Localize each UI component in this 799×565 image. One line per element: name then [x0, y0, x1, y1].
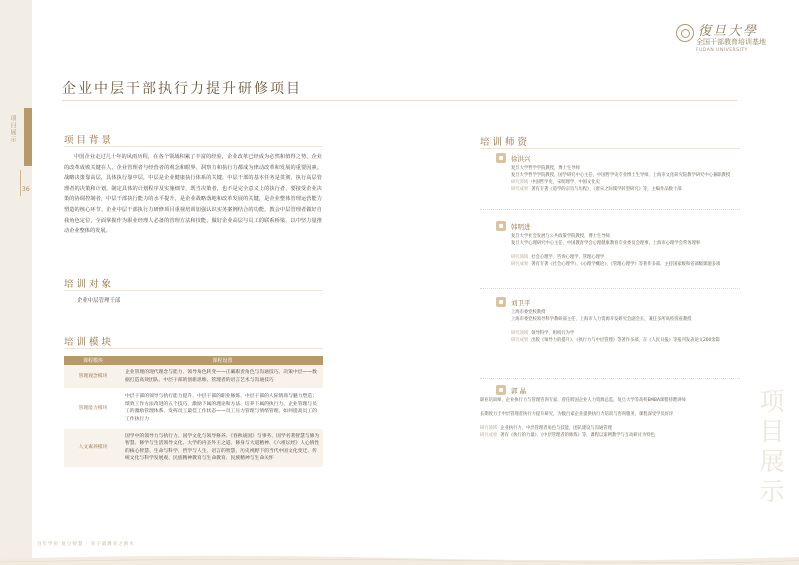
- emblem-icon: [676, 24, 694, 42]
- header-course: 课程设置: [122, 356, 323, 365]
- background-divider: [64, 146, 323, 147]
- modules-heading: 培训模块: [64, 337, 115, 348]
- table-row: [64, 389, 323, 428]
- teacher-field: 研究领域 企业执行力、中层管理者角色与技能、团队建设与沟通管理: [480, 426, 612, 431]
- modules-divider: [64, 348, 323, 349]
- teacher-entry: [480, 386, 740, 466]
- teacher-achievements: 研究成果 著有专著《社会心理学》、《心理学概论》、《管理心理学》等著作多部，主持国家级和省部级课题多项: [511, 262, 721, 267]
- teachers-heading: 培训师资: [480, 137, 531, 148]
- university-logo: [676, 20, 786, 62]
- teacher-title: 复旦大学哲学学院教授，博士生导师: [511, 166, 580, 171]
- teacher-name: 徐洪兴: [511, 155, 531, 163]
- sidebar-tab-marker: [24, 108, 32, 166]
- logo-subtitle: 全国干部教育培训基地: [696, 38, 766, 46]
- teacher-entry: [480, 222, 740, 282]
- background-body: 中国企业走过几十年的风雨历程，在各个领域积累了丰富的经验，企业改革已经成为必然和值得之势。企业的改革成败关键在人，企业管理者与经营者的观念和眼界、洞察力和执行力都成为律动改革和发展的重要因素。战略决策靠高层，具体执行靠中层，中层是企业健康执行体系的关键，中层干部的基本任务是贯彻、执行高层管理者的决策和计划，制定具体的计划程序及实施细节，既当决策者，也不是完全意义上的执行者，要接受企业决策的协调控制者，中层干部执行能力的水平提升，是企业战略落地和改革发展的关键，是企业整体管理运营能力塑造的核心环节。企业中层干部执行力研修项目重视培训加强认识实务案例结合的功能，教会中层管理者做好自我角色定位，全面掌握作为职业经理人必备的管理方法和技能，做好企业高层与员工的联系桥梁，以中坚力量推动企业整体的发展。: [64, 154, 322, 235]
- teacher-marker-icon: [496, 385, 506, 395]
- teacher-title: 复旦大学社会发展与公共政策学院教授，博士生导师: [511, 234, 610, 239]
- module-course: 企业管理的现代理念与能力、领导角色转变——正确职责角色与沟通技巧、决策中层——数据打造高效团队、中层干部的创新思维、管理者的语言艺术与沟通技巧: [122, 365, 323, 389]
- module-name: 人文素养模块: [64, 428, 122, 467]
- teacher-divider: [480, 209, 740, 210]
- footer-text: 百年学府 复旦智慧 · 育干部教育之薪火: [37, 542, 135, 547]
- teacher-position: 上海市委党校领导科学教研部主任，上海市人力资源开发研究会副会长，兼任多所高校客座教授: [511, 317, 692, 322]
- module-course: 中层干部的领导与执行能力提升、中层干部的职业修炼、中层干部的人际情商与魅力塑造；绩效工作方法改进的五个技巧，激励下属的理论和方法、培养下属的执行力、企业管理与员工的激励管理体系、发挥员工最佳工作状态——员工压力管理与情绪管理、如何提高员工的工作执行力: [122, 389, 323, 428]
- teachers-divider: [480, 148, 740, 149]
- module-course: 国学中的领导力与执行力、国学文化与领导修养、《春秋战国》与事务、国学名著智慧与修为智慧、修学与生活领导文化、大学的内圣外王之道、修身与大道精神、《六祖坛经》人心情性的核心智慧、生命与科学、哲学与人生、语言的智慧、历史视野下的当代中国文化变迁、传统文化与科学发展观、民族精神教育与生命教育、民族精神与生命关怀: [122, 428, 323, 467]
- teacher-marker-icon: [496, 221, 506, 231]
- teacher-achievements: 研究成果 著有《执行的力量》、《中层管理者的修炼》等，课程以案例教学与互动研讨为特色: [480, 433, 655, 438]
- teacher-position: 复旦大学哲学学院教授，国学研究中心主任，中国哲学史专业博士生导师，上海市文化研究院教学研究中心兼职教授: [511, 173, 731, 178]
- teacher-marker-icon: [496, 297, 506, 307]
- teacher-position: 复旦大学心理研究中心主任，中国教育学会心理健康教育专业委员会理事，上海市心理学会常务理事: [511, 241, 701, 246]
- header-module: 课程模块: [64, 356, 122, 365]
- teacher-marker-icon: [496, 153, 506, 163]
- page-title: 企业中层干部执行力提升研修项目: [62, 81, 302, 97]
- teacher-divider: [480, 378, 740, 379]
- title-divider: [62, 100, 737, 101]
- teacher-name: 韩明进: [511, 223, 531, 231]
- teacher-achievements: 研究成果 出版《领导力的提升》、《执行力与中层管理》等著作多部，在《人民日报》等报刊发表论文200余篇: [511, 338, 720, 343]
- teacher-field: 研究领域 领导科学、组织行为学: [511, 331, 575, 336]
- teacher-entry: [480, 298, 740, 378]
- module-name: 管理观念模块: [64, 365, 122, 389]
- target-divider: [64, 290, 323, 291]
- teacher-field: 研究领域 社会心理学、咨询心理学、管理心理学: [511, 255, 605, 260]
- sidebar-page-number: 36: [22, 186, 30, 193]
- teacher-field: 研究领域 中国哲学史、宋明理学、中国文化史: [511, 180, 600, 185]
- module-name: 管理能力模块: [64, 389, 122, 428]
- teacher-title: 上海市委党校教授: [511, 310, 546, 315]
- teacher-name: 刘卫平: [511, 299, 531, 307]
- table-row: [64, 428, 323, 467]
- teacher-title: 职业培训师，企业执行力与管理咨询专家，曾任跨国企业人力资源总监，复旦大学等高校EMBA课程特聘讲师: [480, 398, 686, 403]
- sidebar-label: 项目展示: [9, 115, 16, 143]
- teacher-divider: [480, 288, 740, 289]
- logo-english: FUDAN UNIVERSITY: [696, 48, 748, 53]
- logo-name: 復旦大學: [698, 24, 759, 39]
- teacher-position: 长期致力于中层管理者执行力提升研究，为数百家企业提供执行力培训与咨询服务，课程深受学员好评: [480, 412, 674, 417]
- modules-table: [64, 356, 323, 468]
- bottom-decorative-band: [0, 549, 799, 565]
- table-header-row: [64, 356, 323, 365]
- teacher-name: 郭 晶: [511, 387, 527, 395]
- teacher-entry: [480, 154, 740, 204]
- left-sidebar-strip: [0, 0, 32, 565]
- target-heading: 培训对象: [64, 279, 115, 290]
- decorative-vertical-label: 项目展示: [756, 388, 785, 508]
- background-heading: 项目背景: [64, 135, 115, 146]
- table-row: [64, 365, 323, 389]
- teacher-achievements: 研究成果 著有专著《道学的宗旨与历程》、《唐宋之际儒学转型研究》等，主编作品数十部: [511, 187, 682, 192]
- target-text: 企业中层管理干部: [77, 298, 121, 304]
